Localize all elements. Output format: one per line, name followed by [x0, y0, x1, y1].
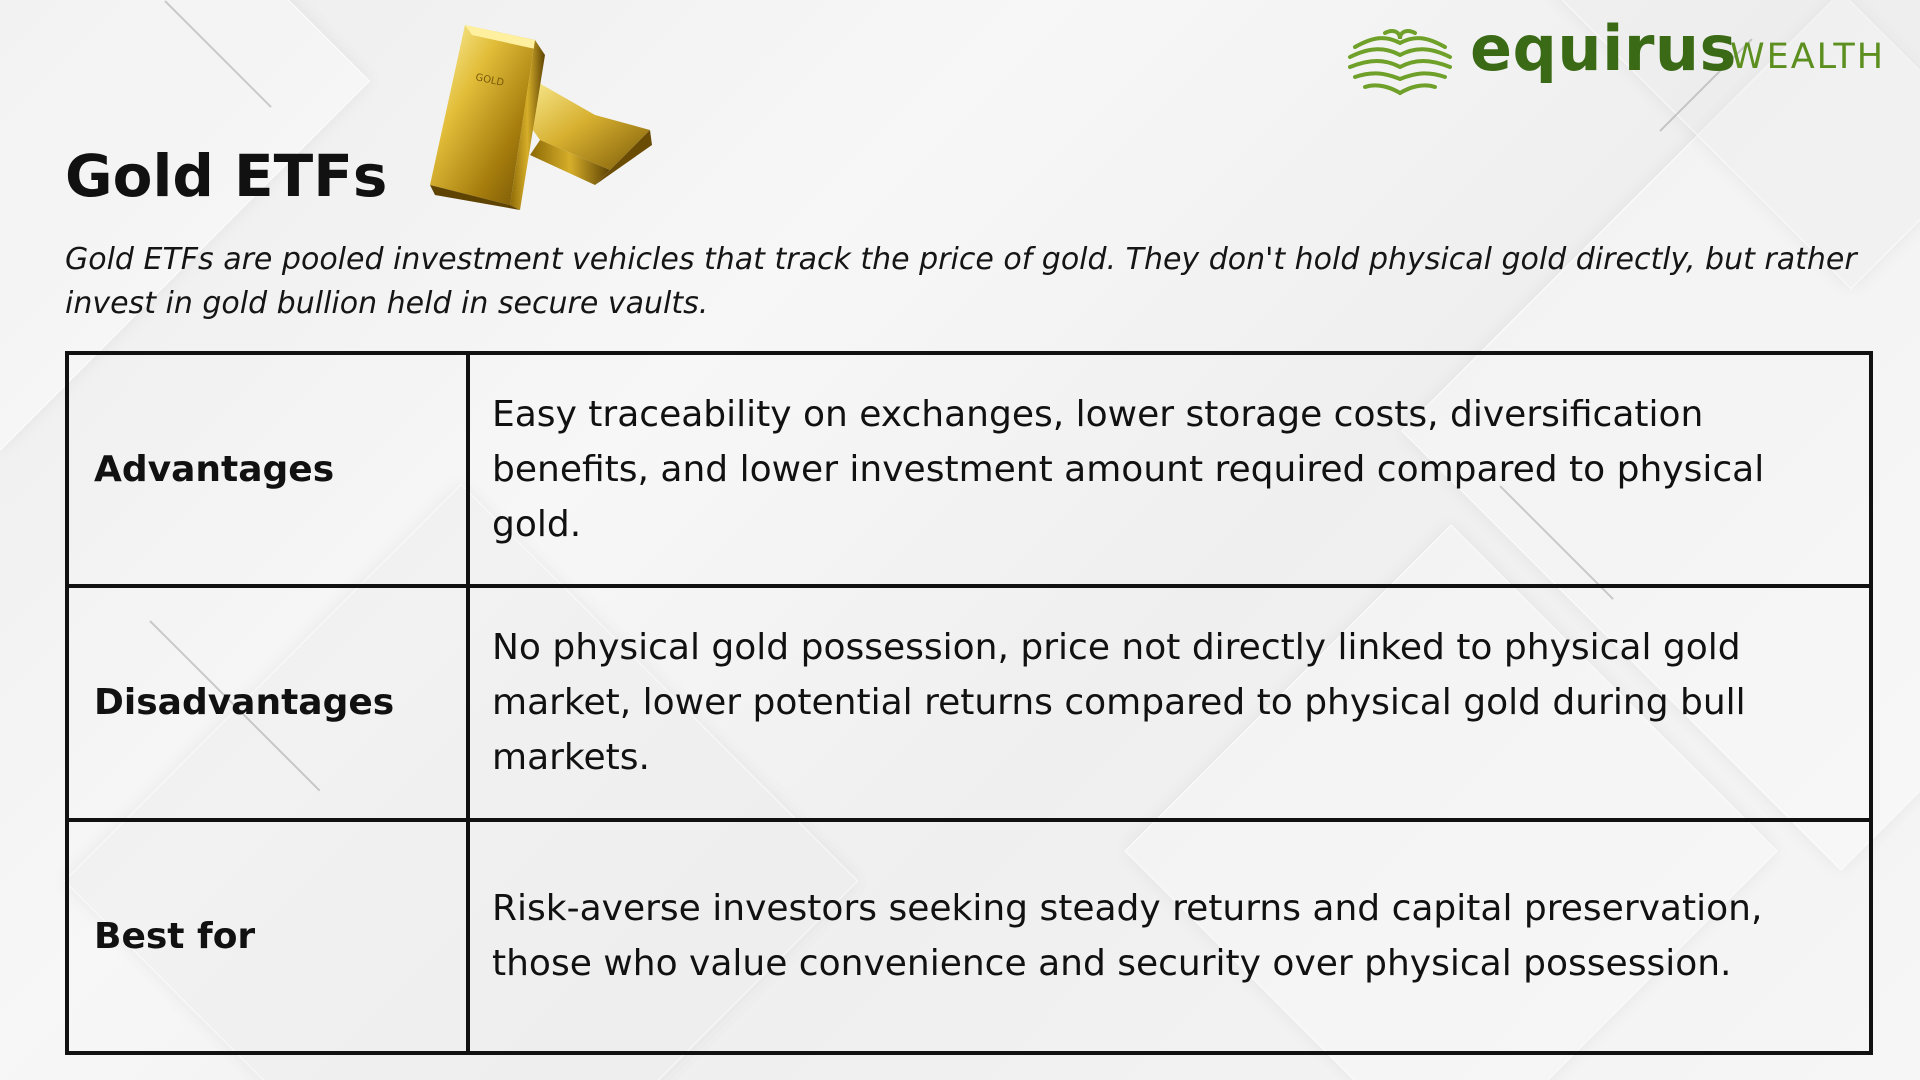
- brand-subtitle: WEALTH: [1730, 37, 1886, 77]
- brand-mark-icon: [1345, 25, 1455, 99]
- row-text-advantages: Easy traceability on exchanges, lower storage costs, diversification benefits, and lower investment amount required compared to physical gold.: [468, 353, 1871, 586]
- table-row: [67, 353, 1871, 586]
- row-label-best-for: Best for: [67, 820, 468, 1053]
- page-title: Gold ETFs: [65, 142, 388, 210]
- brand-name: equirus: [1470, 12, 1737, 85]
- intro-text: Gold ETFs are pooled investment vehicles that track the price of gold. They don't hold physical gold directly, but rather invest in gold bullion held in secure vaults.: [65, 242, 1857, 321]
- row-text-best-for: Risk-averse investors seeking steady returns and capital preservation, those who value convenience and security over physical possession.: [468, 820, 1871, 1053]
- gold-bars-icon: [420, 20, 660, 210]
- table-row: [67, 586, 1871, 819]
- row-text-disadvantages: No physical gold possession, price not directly linked to physical gold market, lower potential returns compared to physical gold during bull markets.: [468, 586, 1871, 819]
- row-label-advantages: Advantages: [67, 353, 468, 586]
- brand-logo: [1345, 12, 1905, 102]
- row-label-disadvantages: Disadvantages: [67, 586, 468, 819]
- comparison-table: [65, 351, 1873, 1055]
- svg-text:GOLD: GOLD: [474, 72, 505, 89]
- table-row: [67, 820, 1871, 1053]
